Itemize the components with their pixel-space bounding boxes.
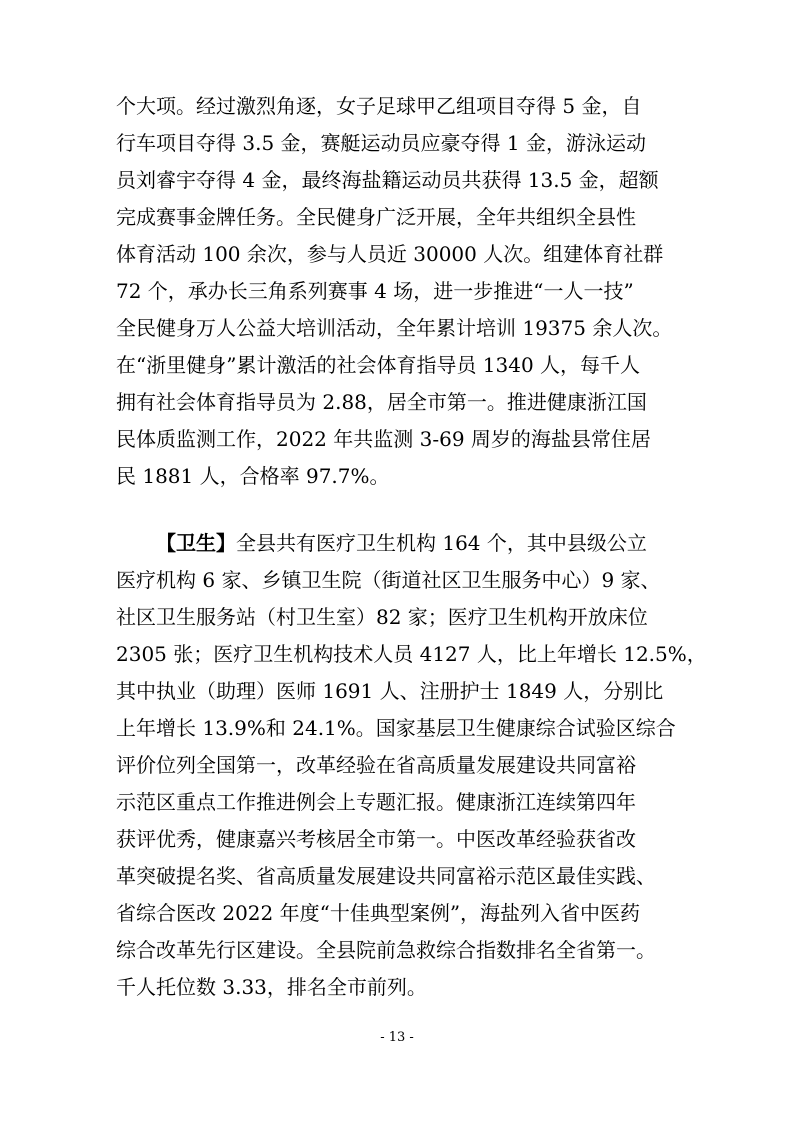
paragraph-line: 体育活动 100 余次，参与人员近 30000 人次。组建体育社群: [116, 242, 664, 266]
paragraph-line: 全民健身万人公益大培训活动，全年累计培训 19375 余人次。: [116, 316, 673, 340]
paragraph-line: 获评优秀，健康嘉兴考核居全市第一。中医改革经验获省改: [116, 827, 636, 851]
paragraph-line: 72 个，承办长三角系列赛事 4 场，进一步推进“一人一技”: [116, 279, 634, 303]
page-number: - 13 -: [380, 1030, 414, 1045]
paragraph-line: 综合改革先行区建设。全县院前急救综合指数排名全省第一。: [116, 938, 656, 962]
paragraph-line: 2305 张；医疗卫生机构技术人员 4127 人，比上年增长 12.5%，: [116, 642, 707, 666]
paragraph-line: 社区卫生服务站（村卫生室）82 家；医疗卫生机构开放床位: [116, 605, 648, 629]
paragraph-line: 上年增长 13.9%和 24.1%。国家基层卫生健康综合试验区综合: [116, 716, 676, 740]
paragraph-line: 民体质监测工作，2022 年共监测 3-69 周岁的海盐县常住居: [116, 427, 651, 451]
paragraph-line: 千人托位数 3.33，排名全市前列。: [116, 975, 427, 999]
paragraph-line: 员刘睿宇夺得 4 金，最终海盐籍运动员共获得 13.5 金，超额: [116, 168, 659, 192]
paragraph-line: 在“浙里健身”累计激活的社会体育指导员 1340 人，每千人: [116, 353, 641, 377]
paragraph-line: 革突破提名奖、省高质量发展建设共同富裕示范区最佳实践、: [116, 864, 656, 888]
paragraph-line: 民 1881 人，合格率 97.7%。: [116, 464, 390, 488]
paragraph-line: 省综合医改 2022 年度“十佳典型案例”，海盐列入省中医药: [116, 901, 641, 925]
paragraph-line: 评价位列全国第一，改革经验在省高质量发展建设共同富裕: [116, 753, 636, 777]
paragraph-line: 完成赛事金牌任务。全民健身广泛开展，全年共组织全县性: [116, 205, 636, 229]
paragraph-line: 个大项。经过激烈角逐，女子足球甲乙组项目夺得 5 金，自: [116, 94, 642, 118]
paragraph-line: 示范区重点工作推进例会上专题汇报。健康浙江连续第四年: [116, 790, 636, 814]
health-section-first-line: [156, 525, 647, 561]
paragraph-text: 全县共有医疗卫生机构 164 个，其中县级公立: [236, 531, 647, 555]
paragraph-line: 拥有社会体育指导员为 2.88，居全市第一。推进健康浙江国: [116, 390, 647, 414]
section-heading-health: 【卫生】: [156, 531, 236, 555]
paragraph-line: 其中执业（助理）医师 1691 人、注册护士 1849 人，分别比: [116, 679, 664, 703]
paragraph-line: 行车项目夺得 3.5 金，赛艇运动员应豪夺得 1 金，游泳运动: [116, 131, 646, 155]
paragraph-line: 医疗机构 6 家、乡镇卫生院（街道社区卫生服务中心）9 家、: [116, 568, 661, 592]
